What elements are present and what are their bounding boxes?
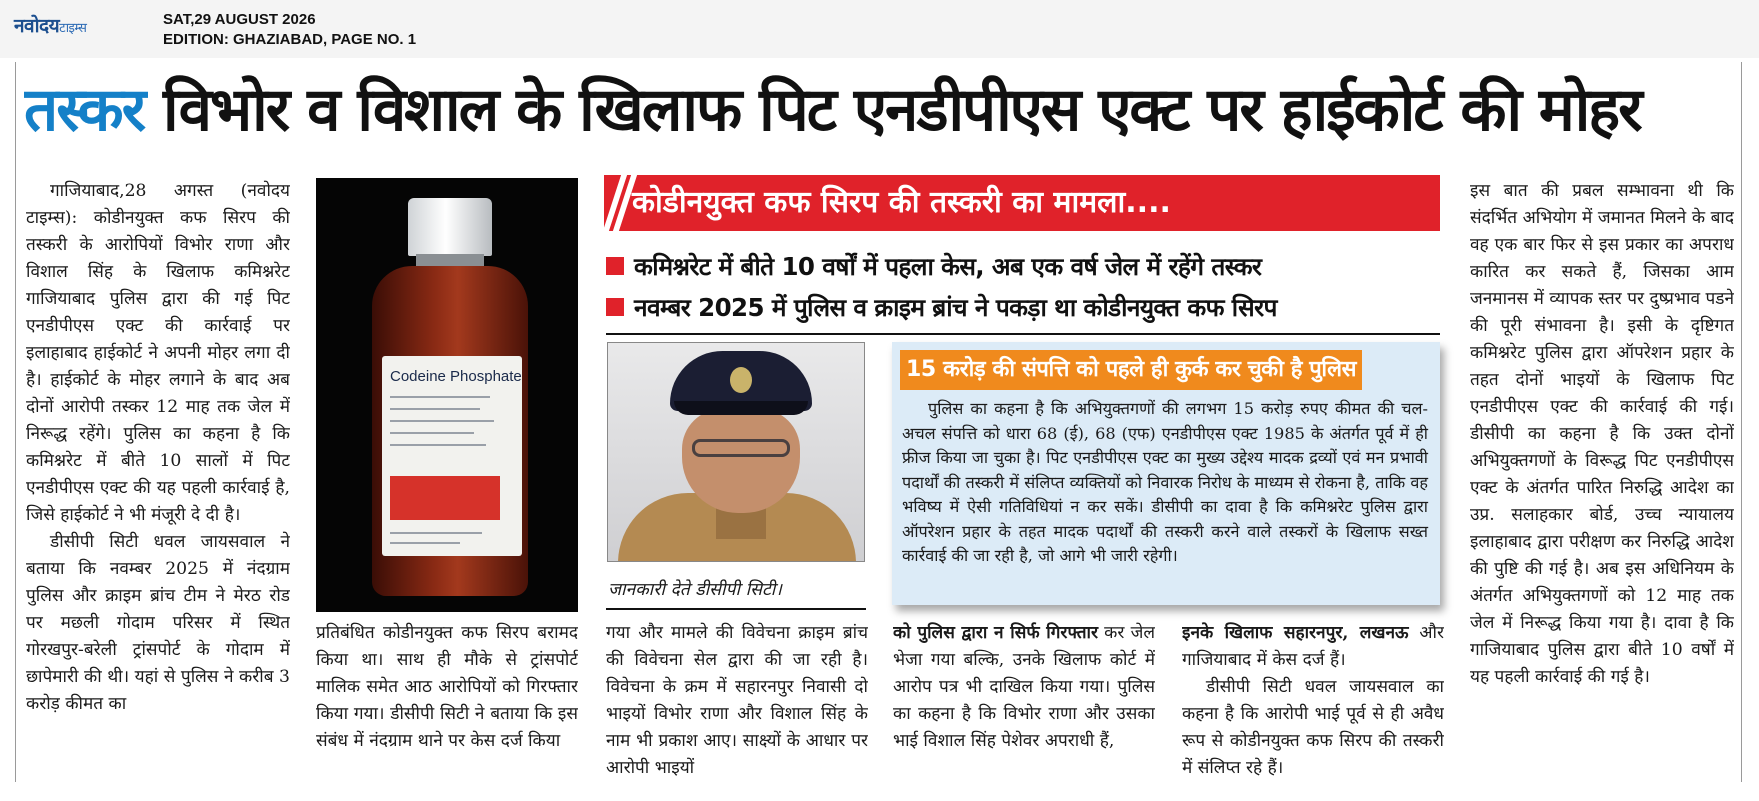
bottle-label-text: Codeine Phosphate — [390, 368, 522, 385]
cap-badge-icon — [730, 367, 752, 393]
col3-text: गया और मामले की विवेचना क्राइम ब्रांच की विवेचना सेल द्वारा की जा रही है। विवेचना के क्रम में सहारनपुर निवासी दो भाइयों विभोर राणा और विशाल सिंह के नाम भी प्रकाश आए। साक्ष्यों के आधार पर आरोपी भाइयों — [606, 623, 868, 778]
subhead-2-text: नवम्बर 2025 में पुलिस व क्राइम ब्रांच ने पकड़ा था कोडीनयुक्त कफ सिरप — [634, 293, 1277, 322]
cap-peak-shape — [674, 401, 808, 415]
article-column-1 — [26, 178, 290, 788]
col5-lead: इनके खिलाफ सहारनपुर, लखनऊ — [1182, 623, 1409, 643]
banner-text: कोडीनयुक्त कफ सिरप की तस्करी का मामला.... — [632, 185, 1171, 220]
story-banner — [604, 175, 1440, 231]
property-seizure-boxout — [892, 342, 1440, 605]
col4-text: कर जेल भेजा गया बल्कि, उनके खिलाफ कोर्ट में आरोप पत्र भी दाखिल किया गया। पुलिस का कहना है कि विभोर राणा और उसका भाई विशाल सिंह पेशेवर अपराधी हैं, — [893, 623, 1155, 751]
edition-info: EDITION: GHAZIABAD, PAGE NO. 1 — [163, 31, 417, 48]
label-line — [390, 396, 490, 398]
edition-meta — [163, 10, 416, 50]
article-column-6 — [1470, 178, 1734, 788]
label-line — [390, 408, 480, 410]
dcp-city-photo — [607, 342, 865, 562]
bottle-cap-shape — [408, 198, 492, 256]
headline-rest: विभोर व विशाल के खिलाफ पिट एनडीपीएस एक्ट पर हाईकोर्ट की मोहर — [144, 75, 1641, 145]
photo-caption: जानकारी देते डीसीपी सिटी। — [608, 580, 782, 600]
right-page-rule — [1741, 62, 1742, 782]
glasses-shape — [692, 439, 790, 457]
logo-sub: टाइम्स — [59, 21, 87, 36]
article-column-2 — [316, 620, 578, 788]
label-line — [390, 444, 486, 446]
section-divider — [896, 333, 1440, 335]
face-shape — [682, 409, 800, 513]
col4-lead: को पुलिस द्वारा न सिर्फ गिरफ्तार — [893, 623, 1098, 643]
label-warning-box — [390, 476, 500, 520]
col5-text: और गाजियाबाद में केस दर्ज हैं। — [1182, 623, 1444, 670]
boxout-body: पुलिस का कहना है कि अभियुक्तगणों की लगभग 15 करोड़ रुपए कीमत की चल-अचल संपत्ति को धारा 68 (ई), 68 (एफ) एनडीपीएस एक्ट 1985 के अंतर्गत पूर्व में ही फ्रीज किया जा चुका है। पिट एनडीपीएस एक्ट का मुख्य उद्देश्य मादक द्रव्यों एवं मन प्रभावी पदार्थों की तस्करी में संलिप्त व्यक्तियों को निवारक निरोध के माध्यम से रोकना है, ताकि वह भविष्य में ऐसी गतिविधियां न कर सकें। डीसीपी का दावा है कि कमिश्नरेट पुलिस द्वारा ऑपरेशन प्रहार के तहत मादक पदार्थों की तस्करी करने वाले तस्करों के खिलाफ सख्त कार्रवाई की जा रही है, जो आगे भी जारी रहेगी। — [902, 399, 1428, 565]
subhead-bullet-2 — [606, 290, 1426, 326]
headline-accent: तस्कर — [24, 75, 145, 145]
col1-para-1: गाजियाबाद,28 अगस्त (नवोदय टाइम्स): कोडीनयुक्त कफ सिरप की तस्करी के आरोपियों विभोर राणा और विशाल सिंह के खिलाफ कमिश्नरेट गाजियाबाद पुलिस द्वारा की गई पिट एनडीपीएस एक्ट की कार्रवाई पर इलाहाबाद हाईकोर्ट ने अपनी मोहर लगा दी है। हाईकोर्ट के मोहर लगाने के बाद अब दोनों आरोपी तस्कर 12 माह तक जेल में निरूद्ध रहेंगे। पुलिस का कहना है कि कमिश्नरेट में बीते 10 सालों में पिट एनडीपीएस एक्ट की यह पहली कार्रवाई है, जिसे हाईकोर्ट ने भी मंजूरी दे दी है। — [26, 181, 290, 525]
logo-main: नवोदय — [14, 15, 60, 37]
cough-syrup-photo — [316, 178, 578, 612]
label-line — [390, 542, 460, 544]
boxout-title: 15 करोड़ की संपत्ति को पहले ही कुर्क कर चुकी है पुलिस — [900, 350, 1362, 390]
col2-text: प्रतिबंधित कोडीनयुक्त कफ सिरप बरामद किया था। साथ ही मौके से ट्रांसपोर्ट मालिक समेत आठ आरोपियों को गिरफ्तार किया गया। डीसीपी सिटी ने बताया कि इस संबंध में नंदग्राम थाने पर केस दर्ज किया — [316, 623, 578, 751]
article-column-4 — [893, 620, 1155, 788]
col5-para-2: डीसीपी सिटी धवल जायसवाल का कहना है कि आरोपी भाई पूर्व से ही अवैध रूप से कोडीनयुक्त कफ सिरप की तस्करी में संलिप्त रहे हैं। — [1182, 677, 1444, 778]
issue-date: SAT,29 AUGUST 2026 — [163, 11, 316, 28]
article-column-5 — [1182, 620, 1444, 788]
col1-para-2: डीसीपी सिटी धवल जायसवाल ने बताया कि नवम्बर 2025 में नंदग्राम पुलिस और क्राइम ब्रांच टीम ने मेरठ रोड पर मछली गोदाम परिसर में स्थित गोरखपुर-बरेली ट्रांसपोर्ट के गोदाम में छापेमारी की थी। यहां से पुलिस ने करीब 3 करोड़ कीमत का — [26, 532, 290, 714]
article-column-3 — [606, 620, 868, 788]
caption-divider — [606, 608, 866, 610]
left-page-rule — [15, 62, 16, 782]
section-divider — [606, 333, 896, 335]
subhead-1-text: कमिश्नरेट में बीते 10 वर्षों में पहला केस, अब एक वर्ष जेल में रहेंगे तस्कर — [634, 252, 1262, 281]
main-headline — [24, 72, 1736, 148]
col6-text: इस बात की प्रबल सम्भावना थी कि संदर्भित अभियोग में जमानत मिलने के बाद वह एक बार फिर से इस प्रकार का अपराध कारित कर सकते हैं, जिसका आम जनमानस में व्यापक स्तर पर दुष्प्रभाव पडने की पूरी संभावना है। इसी के दृष्टिगत कमिश्नरेट पुलिस द्वारा ऑपरेशन प्रहार के तहत दोनों भाइयों के खिलाफ पिट एनडीपीएस एक्ट की कार्रवाई की गई। डीसीपी का कहना है कि उक्त दोनों अभियुक्तगणों के विरूद्ध पिट एनडीपीएस एक्ट के अंतर्गत पारित निरुद्धि आदेश का उप्र. सलाहकार बोर्ड, उच्च न्यायालय इलाहाबाद द्वारा परीक्षण कर निरुद्धि आदेश की पुष्टि की गई है। अब इस अधिनियम के अंतर्गत अभियुक्तगणों को 12 माह तक जेल में निरूद्ध किया गया है। दावा है कि गाजियाबाद पुलिस द्वारा बीते 10 वर्षों में यह पहली कार्रवाई की गई है। — [1470, 181, 1734, 687]
bottle-label — [382, 356, 522, 556]
masthead-bar — [0, 0, 1759, 58]
label-line — [390, 532, 482, 534]
red-square-bullet-icon — [606, 298, 624, 316]
label-line — [390, 432, 474, 434]
newspaper-logo[interactable] — [14, 12, 86, 38]
subhead-bullet-1 — [606, 249, 1426, 285]
red-square-bullet-icon — [606, 257, 624, 275]
label-line — [390, 420, 494, 422]
